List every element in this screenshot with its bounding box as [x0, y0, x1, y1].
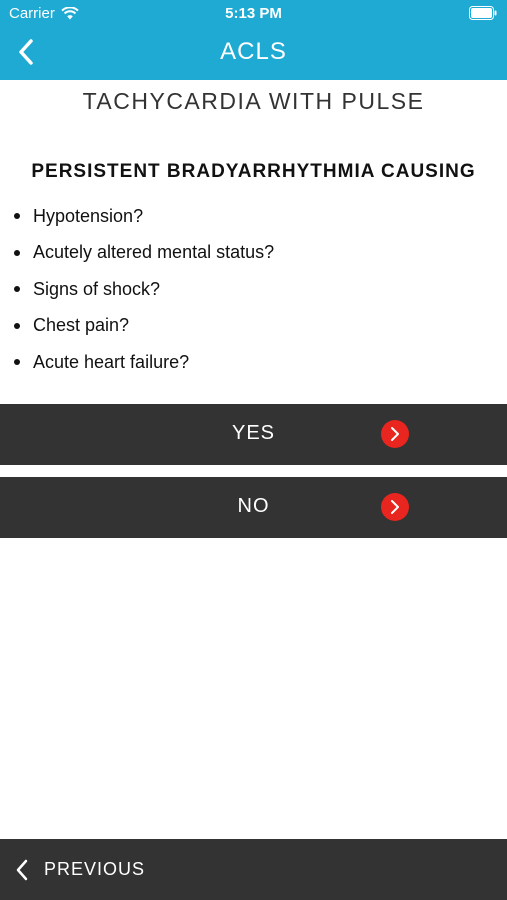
criteria-item-text: Signs of shock? [33, 278, 161, 299]
criteria-item-text: Hypotension? [33, 205, 144, 226]
bullet-icon [14, 286, 20, 292]
bullet-icon [14, 359, 20, 365]
screen-title: TACHYCARDIA WITH PULSE [82, 88, 425, 114]
criteria-item [12, 344, 274, 381]
criteria-item [12, 198, 274, 235]
chevron-right-icon [381, 493, 409, 521]
status-time: 5:13 PM [225, 5, 282, 22]
question-heading: PERSISTENT BRADYARRHYTHMIA CAUSING [31, 161, 476, 182]
previous-button[interactable] [0, 839, 200, 900]
no-button[interactable] [0, 477, 507, 538]
criteria-item-text: Chest pain? [33, 315, 130, 336]
criteria-item [12, 235, 274, 272]
navigation-bar [0, 30, 507, 76]
status-bar [0, 0, 507, 28]
footer-bar [0, 839, 507, 900]
bullet-icon [14, 250, 20, 256]
carrier-label: Carrier [9, 5, 55, 22]
criteria-item-text: Acutely altered mental status? [33, 242, 275, 263]
nav-title: ACLS [220, 38, 287, 65]
previous-button-label: PREVIOUS [44, 859, 146, 879]
criteria-item [12, 271, 274, 308]
yes-button-label: YES [231, 422, 276, 444]
criteria-list [12, 198, 274, 381]
criteria-item [12, 308, 274, 345]
bullet-icon [14, 323, 20, 329]
chevron-left-icon [12, 858, 32, 882]
battery-icon [469, 6, 497, 20]
bullet-icon [14, 213, 20, 219]
criteria-item-text: Acute heart failure? [33, 351, 190, 372]
no-button-label: NO [237, 495, 270, 517]
app-header [0, 0, 507, 80]
yes-button[interactable] [0, 404, 507, 465]
chevron-right-icon [381, 420, 409, 448]
